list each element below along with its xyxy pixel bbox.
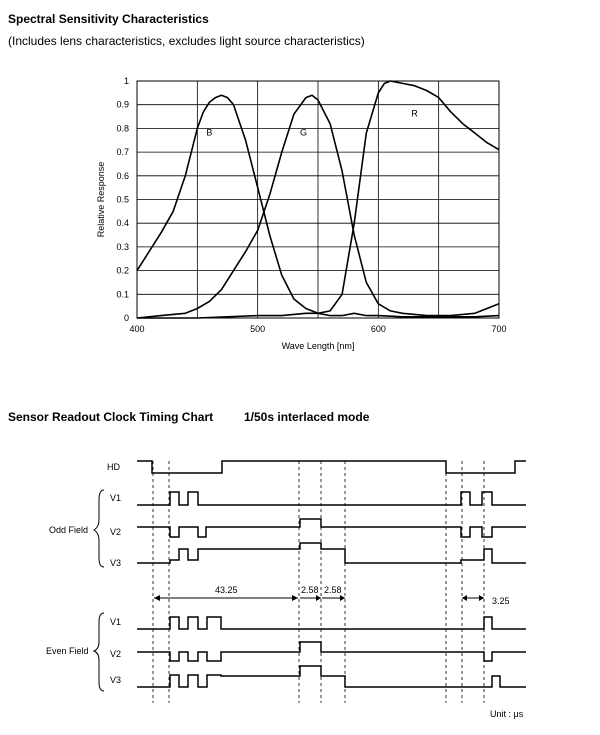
dim-325-arrow-left [462, 595, 467, 601]
y-tick-label: 0.5 [116, 194, 129, 205]
hd-signal [107, 461, 526, 473]
spectral-chart-title: Spectral Sensitivity Characteristics [8, 12, 209, 26]
unit-label: Unit : μs [490, 709, 524, 719]
odd-field-group [49, 490, 526, 568]
y-axis-label: Relative Response [96, 161, 106, 238]
y-tick-label: 0.8 [116, 123, 129, 134]
dim-258a-arrow [316, 595, 321, 601]
dim-258b-label: 2.58 [324, 585, 342, 595]
series-annotation-r: R [411, 108, 418, 119]
dim-258a-label: 2.58 [301, 585, 319, 595]
hd-waveform [137, 461, 526, 473]
odd-v3-waveform [137, 543, 526, 563]
y-tick-label: 0 [123, 313, 129, 323]
timing-mode-label: 1/50s interlaced mode [244, 410, 370, 424]
y-tick-label: 0.4 [116, 218, 129, 229]
even-v2-label: V2 [110, 649, 122, 659]
odd-field-label: Odd Field [49, 525, 89, 535]
y-tick-label: 0.3 [116, 241, 129, 252]
odd-v2-waveform [137, 519, 526, 537]
even-v1-waveform [137, 617, 526, 629]
dim-258b-arrow [340, 595, 345, 601]
odd-v1-waveform [137, 492, 526, 505]
timing-chart-title: Sensor Readout Clock Timing Chart [8, 410, 214, 424]
y-tick-label: 0.7 [116, 147, 129, 158]
even-field-label: Even Field [46, 646, 89, 656]
even-v3-waveform [137, 666, 526, 687]
odd-v3-label: V3 [110, 558, 122, 568]
dim-43-arrow-right [292, 595, 298, 601]
x-axis-label: Wave Length [nm] [281, 341, 355, 351]
dimension-annotations [154, 585, 510, 606]
series-annotation-b: B [206, 127, 213, 138]
hd-label: HD [107, 462, 120, 472]
x-tick-label: 600 [370, 324, 386, 334]
spectral-chart-subtitle: (Includes lens characteristics, excludes light source characteristics) [8, 34, 365, 48]
odd-v1-label: V1 [110, 493, 122, 503]
odd-v2-label: V2 [110, 527, 122, 537]
y-tick-label: 0.6 [116, 170, 129, 181]
even-field-group [46, 613, 526, 691]
odd-field-brace [94, 490, 104, 567]
dim-325-label: 3.25 [492, 596, 510, 606]
x-tick-label: 700 [491, 324, 507, 334]
even-v1-label: V1 [110, 617, 122, 627]
y-tick-label: 0.9 [116, 99, 129, 110]
x-tick-label: 500 [250, 324, 266, 334]
y-tick-label: 1 [123, 76, 129, 86]
even-v3-label: V3 [110, 675, 122, 685]
dim-43-arrow-left [154, 595, 160, 601]
dim-43-label: 43.25 [215, 585, 238, 595]
series-annotation-g: G [300, 127, 308, 138]
even-v2-waveform [137, 642, 526, 661]
dim-325-arrow-right [479, 595, 484, 601]
x-tick-label: 400 [129, 324, 145, 334]
y-tick-label: 0.1 [116, 289, 129, 300]
even-field-brace [94, 613, 104, 691]
y-tick-label: 0.2 [116, 265, 129, 276]
